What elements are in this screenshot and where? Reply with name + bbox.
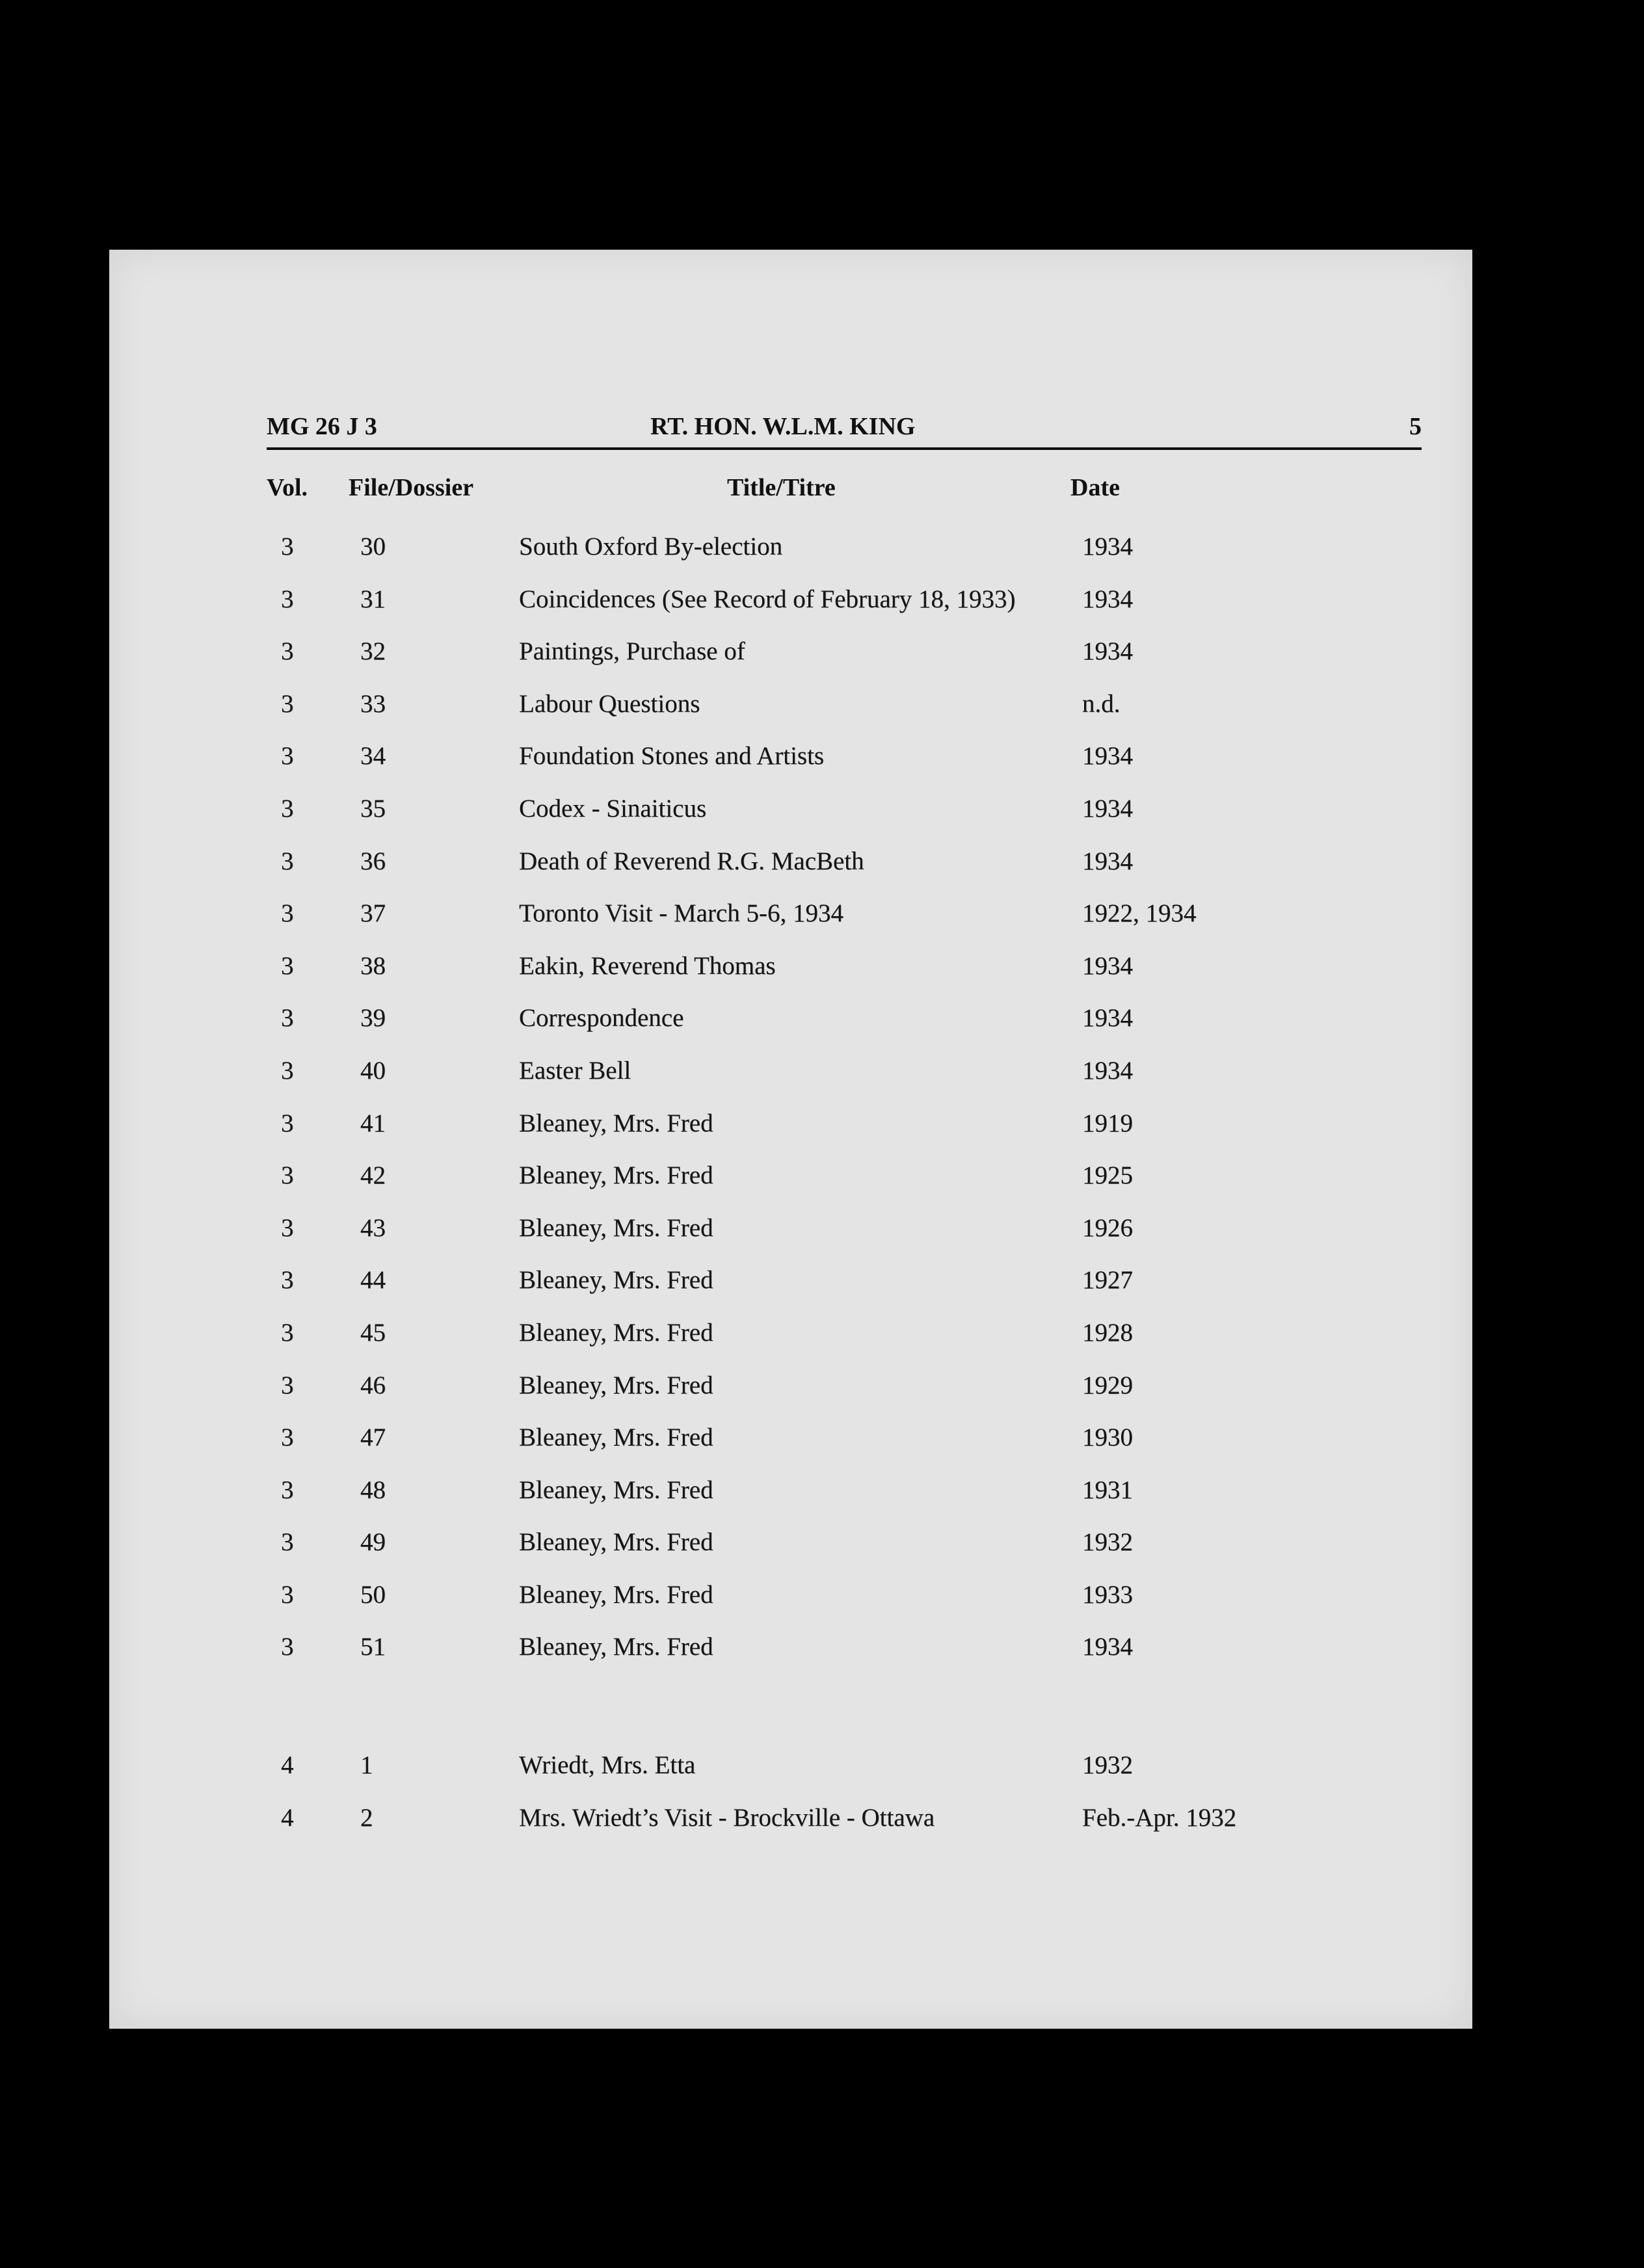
table-row: [109, 1803, 1472, 1856]
fonds-title: RT. HON. W.L.M. KING: [650, 413, 916, 440]
cell-file: 39: [360, 1004, 386, 1033]
cell-vol: 3: [281, 742, 294, 771]
cell-date: 1919: [1082, 1109, 1133, 1137]
cell-file: 30: [360, 533, 386, 560]
cell-date: 1926: [1082, 1213, 1133, 1242]
cell-vol: 3: [281, 1161, 294, 1190]
cell-vol: 3: [281, 689, 294, 718]
cell-title: Bleaney, Mrs. Fred: [519, 1528, 713, 1557]
cell-date: 1932: [1082, 1751, 1133, 1779]
cell-title: Bleaney, Mrs. Fred: [519, 1213, 713, 1242]
cell-file: 47: [360, 1423, 386, 1452]
cell-title: Eakin, Reverend Thomas: [519, 951, 776, 980]
cell-title: Bleaney, Mrs. Fred: [519, 1371, 713, 1399]
cell-date: 1922, 1934: [1082, 899, 1197, 928]
cell-file: 43: [360, 1213, 386, 1242]
cell-vol: 3: [281, 637, 294, 666]
cell-vol: 3: [281, 1266, 294, 1295]
cell-file: 31: [360, 585, 386, 613]
cell-title: Bleaney, Mrs. Fred: [519, 1580, 713, 1609]
cell-file: 34: [360, 742, 386, 771]
cell-date: 1934: [1082, 794, 1133, 823]
cell-vol: 3: [281, 1528, 294, 1557]
cell-file: 37: [360, 899, 386, 928]
table-row: [109, 1475, 1472, 1528]
cell-file: 45: [360, 1318, 386, 1347]
table-row: [109, 1423, 1472, 1475]
cell-vol: 3: [281, 1004, 294, 1033]
cell-vol: 3: [281, 951, 294, 980]
cell-title: Codex - Sinaiticus: [519, 794, 707, 823]
cell-date: n.d.: [1082, 689, 1120, 718]
table-row: [109, 1580, 1472, 1633]
table-row: [109, 1109, 1472, 1161]
cell-date: 1934: [1082, 847, 1133, 875]
cell-file: 49: [360, 1528, 386, 1557]
table-row: [109, 1750, 1472, 1803]
cell-title: Bleaney, Mrs. Fred: [519, 1423, 713, 1452]
cell-file: 51: [360, 1633, 386, 1661]
cell-date: 1934: [1082, 1004, 1133, 1033]
cell-date: 1934: [1082, 742, 1133, 771]
cell-file: 38: [360, 951, 386, 980]
table-row: [109, 585, 1472, 637]
cell-file: 33: [360, 689, 386, 718]
cell-title: Coincidences (See Record of February 18, 1933): [519, 585, 1016, 613]
cell-file: 50: [360, 1580, 386, 1609]
cell-date: 1932: [1082, 1528, 1133, 1557]
cell-title: Bleaney, Mrs. Fred: [519, 1109, 713, 1137]
cell-title: Foundation Stones and Artists: [519, 742, 825, 771]
cell-vol: 3: [281, 1580, 294, 1609]
table-row: [109, 847, 1472, 899]
cell-file: 42: [360, 1161, 386, 1190]
document-page: [109, 250, 1472, 2029]
cell-date: 1931: [1082, 1475, 1133, 1504]
cell-vol: 3: [281, 794, 294, 823]
cell-title: Bleaney, Mrs. Fred: [519, 1318, 713, 1347]
table-row: [109, 637, 1472, 689]
cell-date: 1929: [1082, 1371, 1133, 1399]
table-row: [109, 532, 1472, 585]
table-row: [109, 741, 1472, 794]
column-header-vol: Vol.: [267, 474, 308, 501]
cell-file: 36: [360, 847, 386, 875]
cell-vol: 3: [281, 585, 294, 613]
cell-title: Toronto Visit - March 5-6, 1934: [519, 899, 843, 928]
table-row: [109, 1371, 1472, 1423]
table-row: [109, 1265, 1472, 1318]
cell-title: South Oxford By-election: [519, 533, 783, 560]
cell-title: Mrs. Wriedt’s Visit - Brockville - Ottawa: [519, 1803, 935, 1832]
cell-date: 1934: [1082, 1056, 1133, 1085]
table-row: [109, 899, 1472, 951]
cell-vol: 3: [281, 533, 294, 560]
table-row: [109, 1632, 1472, 1685]
cell-file: 46: [360, 1371, 386, 1399]
cell-date: 1928: [1082, 1318, 1133, 1347]
table-row: [109, 1161, 1472, 1213]
cell-vol: 3: [281, 1318, 294, 1347]
cell-vol: 3: [281, 847, 294, 875]
cell-file: 35: [360, 794, 386, 823]
cell-vol: 3: [281, 1371, 294, 1399]
page-header: [267, 408, 1422, 450]
cell-title: Paintings, Purchase of: [519, 637, 745, 666]
column-header-title: Title/Titre: [727, 474, 836, 501]
cell-file: 41: [360, 1109, 386, 1137]
collection-reference: MG 26 J 3: [267, 413, 377, 440]
cell-date: 1934: [1082, 585, 1133, 613]
cell-vol: 3: [281, 1213, 294, 1242]
cell-vol: 3: [281, 1423, 294, 1452]
cell-file: 1: [360, 1751, 373, 1779]
table-row: [109, 1213, 1472, 1266]
table-row: [109, 1056, 1472, 1109]
cell-date: 1927: [1082, 1266, 1133, 1295]
cell-vol: 3: [281, 1109, 294, 1137]
table-row: [109, 689, 1472, 742]
cell-date: 1934: [1082, 951, 1133, 980]
cell-date: 1934: [1082, 637, 1133, 666]
file-list-vol4: [109, 1750, 1472, 1855]
cell-vol: 3: [281, 1056, 294, 1085]
cell-vol: 3: [281, 1633, 294, 1661]
cell-title: Bleaney, Mrs. Fred: [519, 1633, 713, 1661]
cell-vol: 3: [281, 899, 294, 928]
cell-file: 44: [360, 1266, 386, 1295]
cell-date: 1934: [1082, 1633, 1133, 1661]
cell-file: 32: [360, 637, 386, 666]
cell-vol: 4: [281, 1751, 294, 1779]
table-row: [109, 1003, 1472, 1056]
cell-vol: 3: [281, 1475, 294, 1504]
column-header-date: Date: [1070, 474, 1120, 501]
cell-file: 48: [360, 1475, 386, 1504]
cell-date: 1930: [1082, 1423, 1133, 1452]
cell-file: 40: [360, 1056, 386, 1085]
cell-date: 1925: [1082, 1161, 1133, 1190]
cell-vol: 4: [281, 1803, 294, 1832]
table-row: [109, 1318, 1472, 1371]
cell-title: Wriedt, Mrs. Etta: [519, 1751, 696, 1779]
cell-file: 2: [360, 1803, 373, 1832]
table-row: [109, 951, 1472, 1004]
cell-date: 1933: [1082, 1580, 1133, 1609]
table-row: [109, 1527, 1472, 1580]
cell-title: Death of Reverend R.G. MacBeth: [519, 847, 864, 875]
table-row: [109, 794, 1472, 847]
cell-date: Feb.-Apr. 1932: [1082, 1803, 1237, 1832]
cell-date: 1934: [1082, 533, 1133, 560]
page-number: 5: [1409, 413, 1422, 440]
cell-title: Correspondence: [519, 1004, 684, 1033]
file-list-vol3: [109, 532, 1472, 1685]
cell-title: Bleaney, Mrs. Fred: [519, 1161, 713, 1190]
cell-title: Labour Questions: [519, 689, 700, 718]
cell-title: Bleaney, Mrs. Fred: [519, 1266, 713, 1295]
column-header-file: File/Dossier: [349, 474, 474, 501]
cell-title: Bleaney, Mrs. Fred: [519, 1475, 713, 1504]
cell-title: Easter Bell: [519, 1056, 631, 1085]
